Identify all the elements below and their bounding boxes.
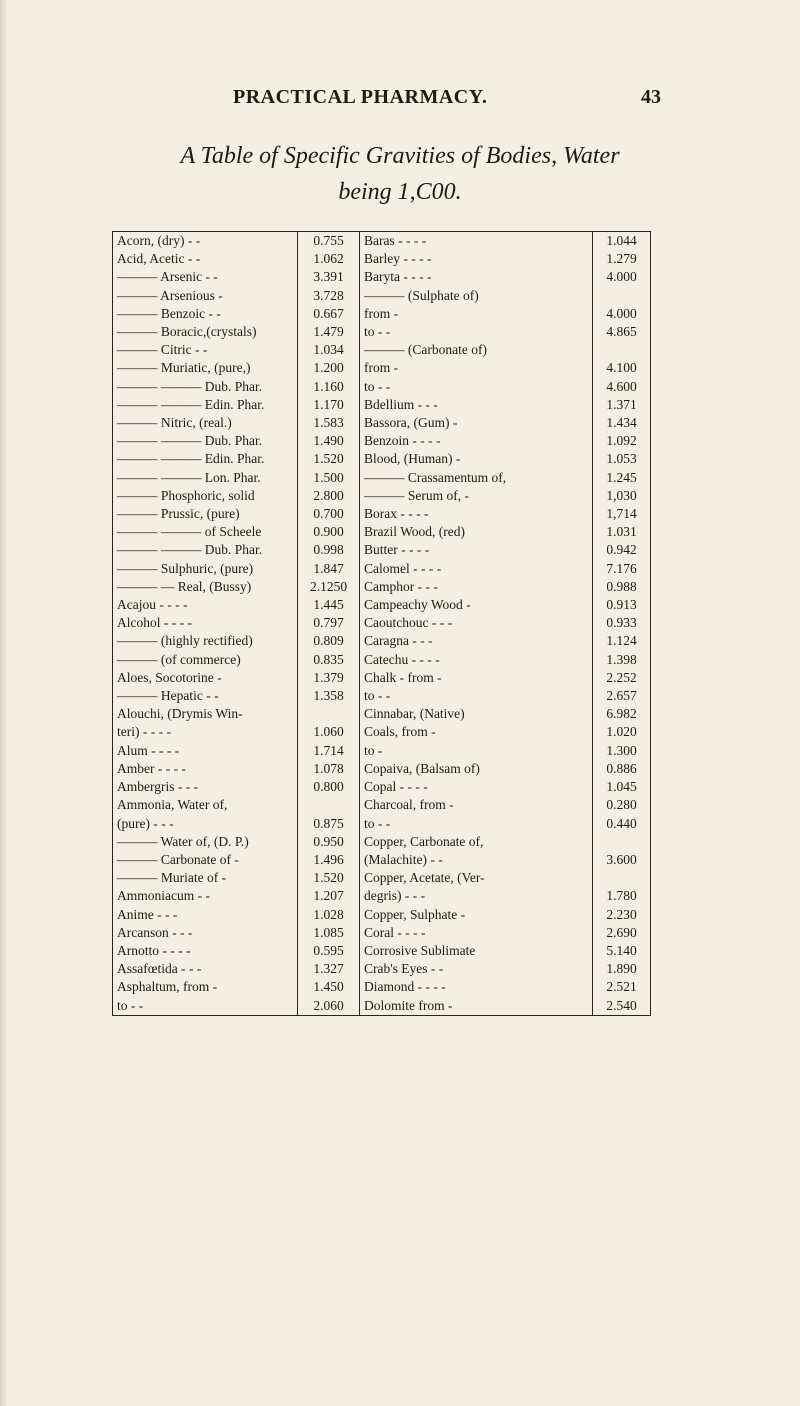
gravity-value-right: 4.000 (593, 305, 651, 323)
table-title-line-1: A Table of Specific Gravities of Bodies, Water (180, 143, 620, 169)
substance-name-left: ——— (highly rectified) (113, 632, 298, 650)
gravity-value-right: 4.100 (593, 359, 651, 377)
gravity-value-left: 1.028 (298, 906, 360, 924)
table-row (113, 359, 651, 377)
gravity-value-right (593, 869, 651, 887)
substance-name-right: ——— (Sulphate of) (360, 287, 593, 305)
gravity-value-right: 4.000 (593, 268, 651, 286)
gravity-value-right: 2.252 (593, 669, 651, 687)
table-row (113, 560, 651, 578)
table-row (113, 796, 651, 814)
table-row (113, 705, 651, 723)
table-row (113, 669, 651, 687)
table-row (113, 432, 651, 450)
substance-name-left: ——— Arsenic - - (113, 268, 298, 286)
gravity-value-right: 4.865 (593, 323, 651, 341)
table-row (113, 978, 651, 996)
gravity-value-right: 1.434 (593, 414, 651, 432)
substance-name-left: Ammonia, Water of, (113, 796, 298, 814)
substance-name-right: Corrosive Sublimate (360, 942, 593, 960)
gravity-value-left: 1.060 (298, 723, 360, 741)
gravity-value-right: 0.942 (593, 541, 651, 559)
substance-name-left: Anime - - - (113, 906, 298, 924)
substance-name-left: ——— Phosphoric, solid (113, 487, 298, 505)
gravity-value-right (593, 833, 651, 851)
page-edge-shadow (0, 0, 8, 1406)
substance-name-right: Diamond - - - - (360, 978, 593, 996)
gravity-value-left: 0.809 (298, 632, 360, 650)
substance-name-left: ——— Water of, (D. P.) (113, 833, 298, 851)
gravity-value-right: 1.245 (593, 469, 651, 487)
page-number: 43 (641, 86, 661, 108)
gravity-value-left: 1.327 (298, 960, 360, 978)
substance-name-right: Benzoin - - - - (360, 432, 593, 450)
substance-name-left: ——— Nitric, (real.) (113, 414, 298, 432)
table-body (113, 232, 651, 1016)
substance-name-left: Alouchi, (Drymis Win- (113, 705, 298, 723)
gravity-value-left: 1.034 (298, 341, 360, 359)
substance-name-right: Caoutchouc - - - (360, 614, 593, 632)
substance-name-right: to - - (360, 815, 593, 833)
table-row (113, 596, 651, 614)
substance-name-right: Borax - - - - (360, 505, 593, 523)
gravity-value-left: 1.200 (298, 359, 360, 377)
table-title-line-2: being 1,C00. (338, 179, 462, 205)
substance-name-left: Acorn, (dry) - - (113, 232, 298, 251)
gravity-value-left: 0.700 (298, 505, 360, 523)
gravity-value-right: 6.982 (593, 705, 651, 723)
table-row (113, 469, 651, 487)
substance-name-right: Barley - - - - (360, 250, 593, 268)
substance-name-left: ——— Arsenious - (113, 287, 298, 305)
gravity-value-right: 0.886 (593, 760, 651, 778)
substance-name-left: ——— Citric - - (113, 341, 298, 359)
substance-name-left: ——— ——— Dub. Phar. (113, 378, 298, 396)
gravity-value-left: 1.520 (298, 869, 360, 887)
substance-name-right: Camphor - - - (360, 578, 593, 596)
substance-name-right: ——— (Carbonate of) (360, 341, 593, 359)
table-row (113, 687, 651, 705)
gravity-value-right: 1.031 (593, 523, 651, 541)
gravity-value-left: 1.490 (298, 432, 360, 450)
substance-name-left: Alcohol - - - - (113, 614, 298, 632)
gravity-value-left: 3.391 (298, 268, 360, 286)
table-row (113, 997, 651, 1016)
gravity-value-left: 1.085 (298, 924, 360, 942)
gravity-value-left: 1.358 (298, 687, 360, 705)
table-row (113, 942, 651, 960)
table-row (113, 268, 651, 286)
substance-name-left: ——— ——— of Scheele (113, 523, 298, 541)
gravity-value-left: 0.667 (298, 305, 360, 323)
substance-name-left: ——— Muriate of - (113, 869, 298, 887)
gravity-value-left: 0.835 (298, 651, 360, 669)
table-row (113, 723, 651, 741)
gravity-value-right: 0.988 (593, 578, 651, 596)
substance-name-left: Acid, Acetic - - (113, 250, 298, 268)
gravity-value-right: 0.933 (593, 614, 651, 632)
substance-name-right: Butter - - - - (360, 541, 593, 559)
substance-name-left: ——— Boracic,(crystals) (113, 323, 298, 341)
substance-name-left: ——— — Real, (Bussy) (113, 578, 298, 596)
gravity-value-left: 1.714 (298, 742, 360, 760)
gravity-value-left: 1.847 (298, 560, 360, 578)
gravity-value-left: 2.1250 (298, 578, 360, 596)
gravity-value-left: 1.170 (298, 396, 360, 414)
table-row (113, 906, 651, 924)
substance-name-left: Arcanson - - - (113, 924, 298, 942)
table-row (113, 414, 651, 432)
substance-name-right: ——— Serum of, - (360, 487, 593, 505)
gravity-value-left: 0.875 (298, 815, 360, 833)
table-row (113, 487, 651, 505)
substance-name-right: ——— Crassamentum of, (360, 469, 593, 487)
gravity-value-left: 1.207 (298, 887, 360, 905)
gravity-value-right: 1.279 (593, 250, 651, 268)
substance-name-left: ——— ——— Lon. Phar. (113, 469, 298, 487)
substance-name-right: Dolomite from - (360, 997, 593, 1016)
substance-name-left: ——— ——— Edin. Phar. (113, 396, 298, 414)
substance-name-right: degris) - - - (360, 887, 593, 905)
gravity-value-left: 1.479 (298, 323, 360, 341)
substance-name-left: Assafœtida - - - (113, 960, 298, 978)
substance-name-right: Copper, Acetate, (Ver- (360, 869, 593, 887)
substance-name-right: Brazil Wood, (red) (360, 523, 593, 541)
gravity-value-left: 1.160 (298, 378, 360, 396)
substance-name-right: Cinnabar, (Native) (360, 705, 593, 723)
gravity-value-right: 7.176 (593, 560, 651, 578)
substance-name-left: Ammoniacum - - (113, 887, 298, 905)
substance-name-left: Ambergris - - - (113, 778, 298, 796)
table-row (113, 869, 651, 887)
substance-name-left: ——— Carbonate of - (113, 851, 298, 869)
table-row (113, 541, 651, 559)
table-row (113, 742, 651, 760)
substance-name-right: Blood, (Human) - (360, 450, 593, 468)
table-row (113, 287, 651, 305)
substance-name-left: Arnotto - - - - (113, 942, 298, 960)
substance-name-left: ——— Prussic, (pure) (113, 505, 298, 523)
substance-name-right: Coals, from - (360, 723, 593, 741)
substance-name-right: Caragna - - - (360, 632, 593, 650)
substance-name-right: (Malachite) - - (360, 851, 593, 869)
gravity-value-right: 2.540 (593, 997, 651, 1016)
gravity-value-right: 1.398 (593, 651, 651, 669)
table-row (113, 396, 651, 414)
gravity-value-right (593, 341, 651, 359)
substance-name-right: Crab's Eyes - - (360, 960, 593, 978)
substance-name-left: to - - (113, 997, 298, 1016)
gravity-value-left: 0.595 (298, 942, 360, 960)
gravity-value-left: 1.379 (298, 669, 360, 687)
table-row (113, 250, 651, 268)
substance-name-right: Calomel - - - - (360, 560, 593, 578)
substance-name-right: Copper, Carbonate of, (360, 833, 593, 851)
substance-name-right: Coral - - - - (360, 924, 593, 942)
table-row (113, 523, 651, 541)
substance-name-left: (pure) - - - (113, 815, 298, 833)
gravity-value-right: 1.092 (593, 432, 651, 450)
gravity-value-right: 1.371 (593, 396, 651, 414)
gravity-value-left (298, 796, 360, 814)
table-title (0, 138, 800, 210)
gravity-value-left: 0.950 (298, 833, 360, 851)
table-row (113, 924, 651, 942)
gravity-value-left: 1.078 (298, 760, 360, 778)
gravity-value-right: 1,714 (593, 505, 651, 523)
gravity-value-right: 1.020 (593, 723, 651, 741)
substance-name-right: to - - (360, 323, 593, 341)
substance-name-left: Aloes, Socotorine - (113, 669, 298, 687)
substance-name-left: ——— Sulphuric, (pure) (113, 560, 298, 578)
gravity-value-right: 2.521 (593, 978, 651, 996)
substance-name-left: Asphaltum, from - (113, 978, 298, 996)
gravity-value-left: 1.450 (298, 978, 360, 996)
substance-name-right: from - (360, 305, 593, 323)
substance-name-right: Baras - - - - (360, 232, 593, 251)
gravity-value-left: 0.797 (298, 614, 360, 632)
substance-name-left: ——— (of commerce) (113, 651, 298, 669)
gravity-value-right: 1.890 (593, 960, 651, 978)
substance-name-right: Baryta - - - - (360, 268, 593, 286)
table-row (113, 760, 651, 778)
running-title: PRACTICAL PHARMACY. (233, 86, 488, 108)
gravity-value-right: 2.230 (593, 906, 651, 924)
table-row (113, 323, 651, 341)
gravity-value-left: 2.800 (298, 487, 360, 505)
table-row (113, 341, 651, 359)
table-row (113, 651, 651, 669)
table-row (113, 450, 651, 468)
table-row (113, 851, 651, 869)
gravity-value-left: 1.496 (298, 851, 360, 869)
table-row (113, 305, 651, 323)
substance-name-left: ——— Muriatic, (pure,) (113, 359, 298, 377)
page-header (0, 86, 800, 116)
substance-name-left: Alum - - - - (113, 742, 298, 760)
gravity-value-left: 2.060 (298, 997, 360, 1016)
substance-name-right: Copper, Sulphate - (360, 906, 593, 924)
gravity-value-left: 1.520 (298, 450, 360, 468)
gravity-value-left: 0.800 (298, 778, 360, 796)
substance-name-left: ——— Benzoic - - (113, 305, 298, 323)
gravity-value-right: 1.053 (593, 450, 651, 468)
table-row (113, 815, 651, 833)
substance-name-right: Copaiva, (Balsam of) (360, 760, 593, 778)
table-row (113, 378, 651, 396)
gravity-value-right: 0.913 (593, 596, 651, 614)
substance-name-right: Bassora, (Gum) - (360, 414, 593, 432)
gravity-value-right: 4.600 (593, 378, 651, 396)
substance-name-left: teri) - - - - (113, 723, 298, 741)
substance-name-right: Campeachy Wood - (360, 596, 593, 614)
gravity-value-left: 1.062 (298, 250, 360, 268)
gravity-value-left: 0.900 (298, 523, 360, 541)
table-row (113, 833, 651, 851)
table-row (113, 778, 651, 796)
gravity-value-left: 3.728 (298, 287, 360, 305)
gravity-value-right: 2.690 (593, 924, 651, 942)
substance-name-right: Charcoal, from - (360, 796, 593, 814)
table-row (113, 578, 651, 596)
substance-name-left: ——— Hepatic - - (113, 687, 298, 705)
gravity-value-right (593, 287, 651, 305)
gravity-value-left: 1.583 (298, 414, 360, 432)
gravity-value-right: 1.045 (593, 778, 651, 796)
substance-name-left: ——— ——— Dub. Phar. (113, 541, 298, 559)
substance-name-left: Acajou - - - - (113, 596, 298, 614)
gravity-value-right: 2.657 (593, 687, 651, 705)
substance-name-right: Chalk - from - (360, 669, 593, 687)
gravity-value-left: 1.445 (298, 596, 360, 614)
gravity-value-right: 1.044 (593, 232, 651, 251)
table-row (113, 960, 651, 978)
gravity-value-right: 5.140 (593, 942, 651, 960)
gravity-value-right: 1.780 (593, 887, 651, 905)
table-row (113, 614, 651, 632)
table-row (113, 887, 651, 905)
gravity-value-right: 0.280 (593, 796, 651, 814)
gravity-value-left: 0.755 (298, 232, 360, 251)
table-row (113, 632, 651, 650)
gravity-value-left: 1.500 (298, 469, 360, 487)
substance-name-right: Bdellium - - - (360, 396, 593, 414)
gravity-value-right: 1.124 (593, 632, 651, 650)
gravity-value-left: 0.998 (298, 541, 360, 559)
substance-name-right: to - - (360, 378, 593, 396)
substance-name-right: to - (360, 742, 593, 760)
gravity-value-right: 0.440 (593, 815, 651, 833)
substance-name-right: Catechu - - - - (360, 651, 593, 669)
gravity-value-left (298, 705, 360, 723)
gravity-value-right: 1.300 (593, 742, 651, 760)
substance-name-left: ——— ——— Edin. Phar. (113, 450, 298, 468)
substance-name-right: from - (360, 359, 593, 377)
substance-name-left: Amber - - - - (113, 760, 298, 778)
table-row (113, 232, 651, 251)
specific-gravity-table (112, 231, 651, 1016)
gravity-value-right: 3.600 (593, 851, 651, 869)
table-row (113, 505, 651, 523)
substance-name-right: Copal - - - - (360, 778, 593, 796)
gravity-value-right: 1,030 (593, 487, 651, 505)
substance-name-left: ——— ——— Dub. Phar. (113, 432, 298, 450)
substance-name-right: to - - (360, 687, 593, 705)
specific-gravity-table-wrapper (112, 231, 651, 1016)
